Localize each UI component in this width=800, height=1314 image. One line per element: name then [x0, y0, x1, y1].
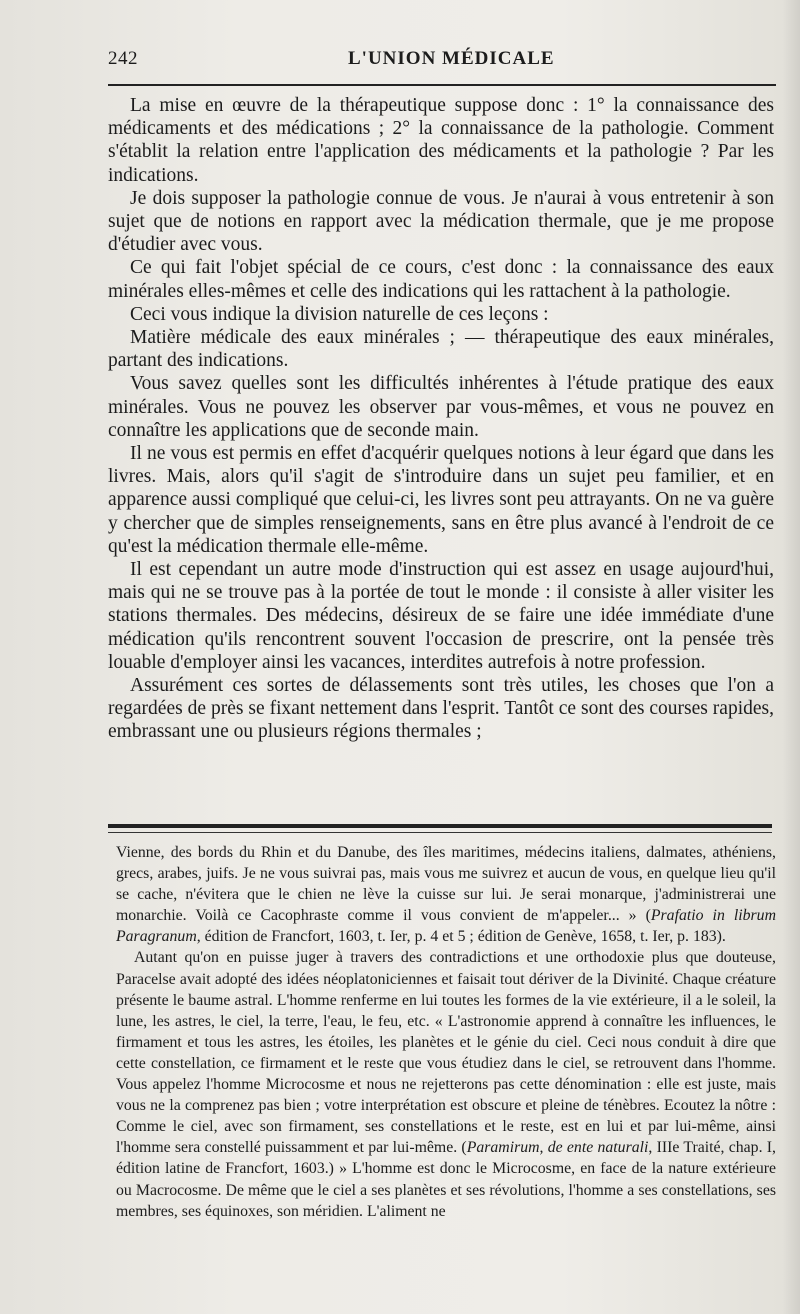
footnote-paragraph — [116, 947, 776, 1221]
paragraph: Ce qui fait l'objet spécial de ce cours, c'est donc : la connaissance des eaux minérales elles-mêmes et celle des indications qui les rattachent à la pathologie. — [108, 257, 774, 302]
footnote-rule-thin — [108, 832, 772, 833]
running-title: L'UNION MÉDICALE — [348, 48, 555, 69]
page-number: 242 — [108, 48, 138, 69]
main-text — [108, 94, 774, 744]
footnote-text: Vienne, des bords du Rhin et du Danube, des îles maritimes, médecins italiens, dalmates, athéniens, grecs, arabes, juifs. Je ne vous suivrai pas, mais vous me suivrez et aucun de vous, en quelque lieu qu'il se cache, n'évitera que le chien ne lève la cuisse sur lui. Je serai monarque, j'administrerai une monarchie. Voilà ce Cacophraste comme il vous convient de m'appeler... » ( — [116, 844, 776, 925]
footnote-text: Autant qu'on en puisse juger à travers des contradictions et une orthodoxie plus que douteuse, Paracelse avait adopté des idées néoplatoniciennes et faisait tout dériver de la Divinité. Chaque créature présente le baume astral. L'homme renferme en lui toutes les formes de la vie extérieure, il a le soleil, la lune, les astres, le ciel, la terre, l'eau, le feu, etc. « L'astronomie apprend à connaître les influences, le firmament et tous les astres, les étoiles, les planètes et le génie du ciel. Ceci nous conduit à dire que cette constellation, ce firmament et le reste que vous étudiez dans le ciel, se retrouvent dans l'homme. Vous appelez l'homme Microcosme et nous ne rejetterons pas cette dénomination : elle est juste, mais vous ne la comprenez pas bien ; votre interprétation est obscure et pleine de ténèbres. Ecoutez la nôtre : Comme le ciel, avec son firmament, ses constellations et le reste, est en lui et par lui-même, ainsi l'homme sera constellé puissamment et par lui-même. ( — [116, 949, 776, 1157]
paragraph: Je dois supposer la pathologie connue de vous. Je n'aurai à vous entretenir à son sujet que de notions en rapport avec la médication thermale, que je me propose d'étudier avec vous. — [108, 187, 774, 256]
footnote-text: , édition de Francfort, 1603, t. Ier, p. 4 et 5 ; édition de Genève, 1658, t. Ier, p. 183). — [196, 928, 726, 946]
paragraph: Il ne vous est permis en effet d'acquérir quelques notions à leur égard que dans les livres. Mais, alors qu'il s'agit de s'introduire dans un sujet peu familier, et en apparence aussi compliqué que celui-ci, les livres sont peu attrayants. On ne va guère y chercher que de simples renseignements, sans en être plus avancé à l'endroit de ce qu'est la médication thermale elle-même. — [108, 443, 774, 557]
footnote-citation: Paramirum, de ente naturali — [466, 1139, 649, 1157]
page-edge-shadow — [782, 0, 800, 1314]
footnote-rule-thick — [108, 824, 772, 828]
paragraph: Assurément ces sortes de délassements sont très utiles, les choses que l'on a regardées de près se fixant nettement dans l'esprit. Tantôt ce sont des courses rapides, embrassant une ou plusieurs régions thermales ; — [108, 675, 774, 743]
paragraph: Ceci vous indique la division naturelle de ces leçons : — [130, 303, 549, 325]
page-header — [108, 48, 770, 78]
paragraph: Il est cependant un autre mode d'instruction qui est assez en usage aujourd'hui, mais qui ne se trouve pas à la portée de tout le monde : il consiste à aller visiter les stations thermales. Des médecins, désireux de se faire une idée immédiate d'une médication qu'ils rencontrent souvent l'occasion de prescrire, ont la pensée très louable d'employer ainsi les vacances, interdites autrefois à notre profession. — [108, 559, 774, 673]
footnote-citation: Prafatio in librum Paragranum — [116, 907, 776, 946]
footnote-paragraph — [116, 842, 776, 947]
footnote-text: , IIIe Traité, chap. I, édition latine de Francfort, 1603.) » L'homme est donc le Microcosme, en face de la nature extérieure ou Macrocosme. De même que le ciel a ses planètes et ses révolutions, l'homme a ses constellations, ses membres, ses équinoxes, son méridien. L'aliment ne — [116, 1139, 776, 1220]
paragraph: La mise en œuvre de la thérapeutique suppose donc : 1° la connaissance des médicaments et des médications ; 2° la connaissance de la pathologie. Comment s'établit la relation entre l'application des médicaments et la pathologie ? Par les indications. — [108, 95, 774, 186]
paragraph: Vous savez quelles sont les difficultés inhérentes à l'étude pratique des eaux minérales. Vous ne pouvez les observer par vous-mêmes, et vous ne pouvez en connaître les applications que de seconde main. — [108, 373, 774, 441]
paragraph: Matière médicale des eaux minérales ; — thérapeutique des eaux minérales, partant des indications. — [108, 327, 774, 372]
header-rule — [108, 84, 776, 86]
footnotes — [116, 842, 776, 1222]
